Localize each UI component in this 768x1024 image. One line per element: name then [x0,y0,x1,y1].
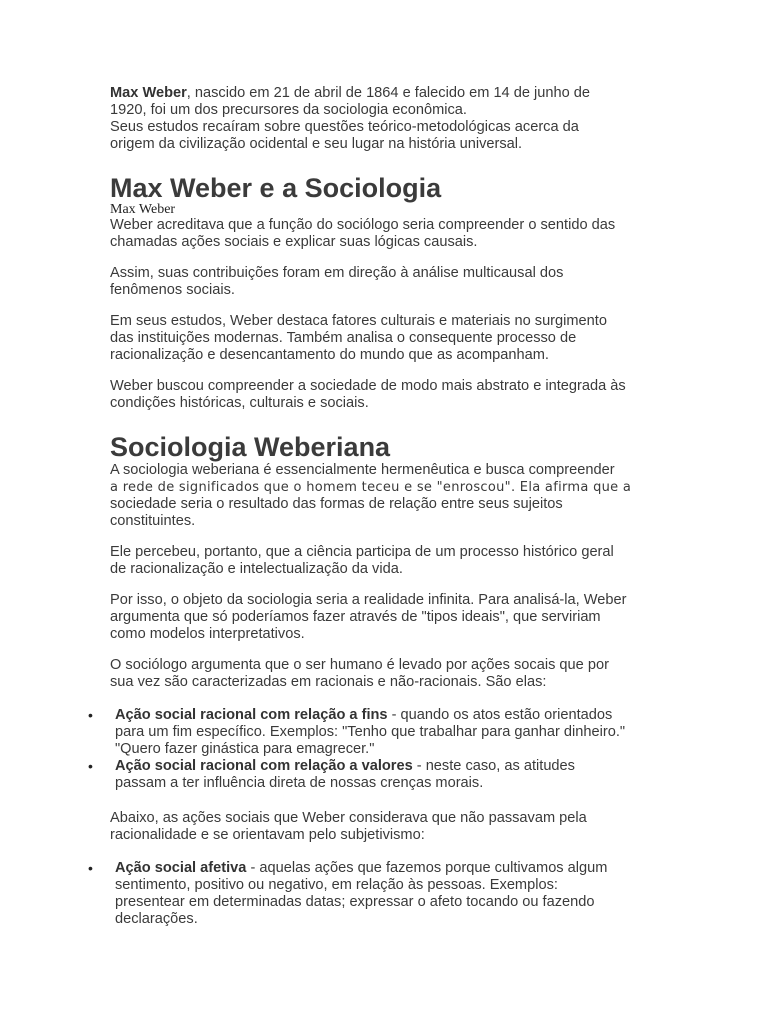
list-item-term: Ação social racional com relação a fins [115,707,388,723]
list-item-term: Ação social racional com relação a valores [115,758,413,774]
text-line: fenômenos sociais. [110,282,235,298]
text-line: O sociólogo argumenta que o ser humano é levado por ações socais que por [110,657,609,673]
intro-paragraph [110,85,670,153]
text-line: racionalidade e se orientavam pelo subjetivismo: [110,827,425,843]
text-line: condições históricas, culturais e sociais. [110,395,369,411]
intro-line-1: , nascido em 21 de abril de 1864 e falecido em 14 de junho de [186,85,591,101]
text-line: chamadas ações sociais e explicar suas lógicas causais. [110,234,478,250]
text-line: Assim, suas contribuições foram em direção à análise multicausal dos [110,265,564,281]
intro-name: Max Weber [110,85,187,101]
text-line: Weber buscou compreender a sociedade de modo mais abstrato e integrada às [110,378,626,394]
text-line: sua vez são caracterizadas em racionais e não-racionais. São elas: [110,674,547,690]
paragraph [110,265,670,299]
text-line: sociedade seria o resultado das formas de relação entre seus sujeitos [110,496,563,512]
paragraph [110,657,670,691]
text-line: presentear em determinadas datas; expressar o afeto tocando ou fazendo [115,894,595,910]
text-line: - quando os atos estão orientados [387,707,613,723]
paragraph [110,462,670,530]
bullet-icon: • [88,860,93,876]
bullet-list [88,707,670,792]
list-item [88,707,670,758]
text-line: Em seus estudos, Weber destaca fatores culturais e materiais no surgimento [110,313,607,329]
text-line: Por isso, o objeto da sociologia seria a realidade infinita. Para analisá-la, Weber [110,592,627,608]
text-line: constituintes. [110,513,196,529]
list-item-term: Ação social afetiva [115,860,247,876]
intro-line-2: 1920, foi um dos precursores da sociologia econômica. [110,102,467,118]
text-line: passam a ter influência direta de nossas crenças morais. [115,775,484,791]
text-line: - aquelas ações que fazemos porque cultivamos algum [246,860,608,876]
list-item [88,860,670,928]
bullet-icon: • [88,758,93,774]
text-line: sentimento, positivo ou negativo, em relação às pessoas. Exemplos: [115,877,558,893]
article-body [88,85,670,928]
paragraph [110,217,670,251]
text-line: para um fim específico. Exemplos: "Tenho que trabalhar para ganhar dinheiro." [115,724,626,740]
text-line: argumenta que só poderíamos fazer através de "tipos ideais", que serviriam [110,609,601,625]
bullet-list [88,860,670,928]
text-line: - neste caso, as atitudes [412,758,575,774]
text-line: "Quero fazer ginástica para emagrecer." [115,741,375,757]
bullet-icon: • [88,707,93,723]
paragraph [110,810,670,844]
text-line: como modelos interpretativos. [110,626,305,642]
text-line: a rede de significados que o homem teceu e se "enroscou". Ela afirma que a [110,480,632,495]
text-line: de racionalização e intelectualização da vida. [110,561,403,577]
section-heading-sociologia-weberiana: Sociologia Weberiana [110,432,391,462]
text-line: Ele percebeu, portanto, que a ciência participa de um processo histórico geral [110,544,614,560]
text-line: declarações. [115,911,198,927]
paragraph [110,544,670,578]
paragraph [110,313,670,364]
section-heading-max-weber-sociologia: Max Weber e a Sociologia [110,173,442,203]
list-item [88,758,670,792]
paragraph [110,592,670,643]
text-line: racionalização e desencantamento do mundo que as acompanham. [110,347,549,363]
text-line: das instituições modernas. Também analisa o consequente processo de [110,330,577,346]
text-line: A sociologia weberiana é essencialmente hermenêutica e busca compreender [110,462,615,478]
intro-line-3: Seus estudos recaíram sobre questões teórico-metodológicas acerca da [110,119,579,135]
paragraph [110,378,670,412]
intro-line-4: origem da civilização ocidental e seu lugar na história universal. [110,136,523,152]
image-caption: Max Weber [110,202,176,217]
text-line: Abaixo, as ações sociais que Weber considerava que não passavam pela [110,810,587,826]
text-line: Weber acreditava que a função do sociólogo seria compreender o sentido das [110,217,616,233]
